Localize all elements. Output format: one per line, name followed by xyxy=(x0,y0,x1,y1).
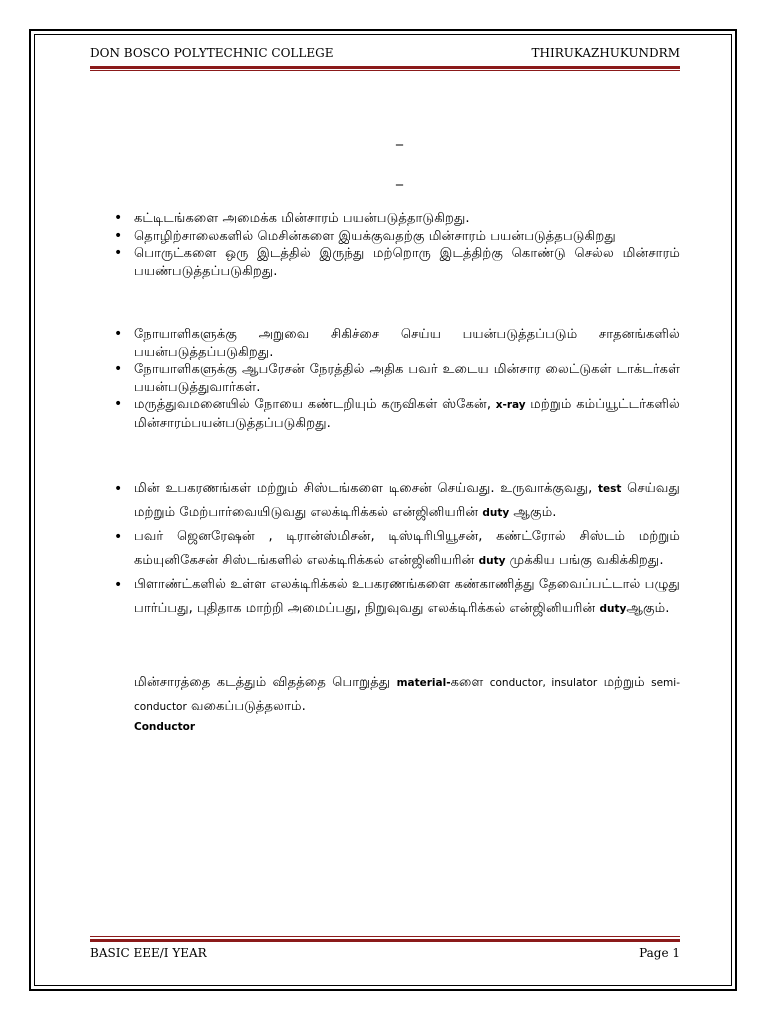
text-segment: material- xyxy=(396,677,451,689)
list-item xyxy=(112,525,680,573)
header-college-name: DON BOSCO POLYTECHNIC COLLEGE xyxy=(90,46,334,60)
list-item xyxy=(112,573,680,621)
text-segment: x-ray xyxy=(495,399,526,411)
text-segment: test xyxy=(597,483,622,495)
bullet-list-1 xyxy=(112,210,680,280)
text-segment: மின்சாரத்தை கடத்தும் விதத்தை பொறுத்து xyxy=(134,675,397,690)
text-segment: மற்றும் xyxy=(597,675,652,690)
list-item: • பொருட்களை ஒரு இடத்தில் இருந்து மற்றொரு இடத்திற்கு கொண்டு செல்ல மின்சாரம் பயண்படுத்தப்படுகிறது. xyxy=(112,245,680,280)
text-segment: conductor, insulator xyxy=(489,677,598,689)
section-subheading: Conductor xyxy=(134,721,196,733)
header-location: THIRUKAZHUKUNDRM xyxy=(531,46,680,60)
page-number: Page 1 xyxy=(639,946,680,960)
text-segment: வகைப்படுத்தலாம். xyxy=(186,699,306,714)
text-segment: பிளாண்ட்களில் உள்ள எலக்டிரிக்கல் உபகரணங்களை கண்காணித்து தேவைப்பட்டால் பழுது பார்ப்பது, புதிதாக மாற்றி அமைப்பது, நிறுவுவது எலக்டிரிக்கல் என்ஜினியரின் xyxy=(134,577,680,616)
document-body xyxy=(112,210,680,735)
heading-dash-2: _ xyxy=(396,170,403,186)
text-segment: ஆகும். xyxy=(626,601,670,616)
text-segment: ஆகும். xyxy=(509,505,557,520)
text-segment: duty xyxy=(599,603,627,615)
header-rule-thin xyxy=(90,70,680,71)
bullet-list-3 xyxy=(112,477,680,621)
footer-course: BASIC EEE/I YEAR xyxy=(90,946,207,960)
list-item: • கட்டிடங்களை அமைக்க மின்சாரம் பயன்படுத்தாடுகிறது. xyxy=(112,210,680,228)
classification-paragraph xyxy=(112,671,680,719)
text-segment: மருத்துவமனையில் நோயை கண்டறியும் கருவிகள் ஸ்கேன், xyxy=(134,397,496,412)
bullet-list-2 xyxy=(112,326,680,432)
page-footer xyxy=(90,946,680,962)
text-segment: முக்கிய பங்கு வகிக்கிறது. xyxy=(505,553,664,568)
text-segment: மற்றும் கம்ப்யூட்டர்களில் மின்சாரம்பயன்படுத்தப்படுகிறது. xyxy=(134,397,680,431)
text-segment: பவர் ஜெனரேஷன் , டிரான்ஸ்மிசன், டிஸ்டிரிபியூசன், கண்ட்ரோல் சிஸ்டம் மற்றும் கம்யுனிகேசன் சிஸ்டங்களில் எலக்டிரிக்கல் என்ஜினியரின் xyxy=(134,529,680,568)
list-item: • நோயாளிகளுக்கு ஆபரேசன் நேரத்தில் அதிக பவர் உடைய மின்சார லைட்டுகள் டாக்டர்கள் பயன்படுத்துவார்கள். xyxy=(112,361,680,396)
header-rule xyxy=(90,66,680,69)
list-item: • நோயாளிகளுக்கு அறுவை சிகிச்சை செய்ய பயன்படுத்தப்படும் சாதனங்களில் பயன்படுத்தப்படுகிறது. xyxy=(112,326,680,361)
text-segment: duty xyxy=(478,555,506,567)
text-segment: மின் உபகரணங்கள் மற்றும் சிஸ்டங்களை டிசைன் செய்வது. உருவாக்குவது, xyxy=(134,481,598,496)
text-segment: செய்வது மற்றும் மேற்பார்வையிடுவது எலக்டிரிக்கல் என்ஜினியரின் xyxy=(134,481,680,520)
heading-dash-1: _ xyxy=(396,130,403,146)
list-item xyxy=(112,396,680,432)
text-segment: களை xyxy=(450,675,490,690)
list-item xyxy=(112,477,680,525)
footer-rule-thin xyxy=(90,936,680,937)
list-item: • தொழிற்சாலைகளில் மெசின்களை இயக்குவதற்கு மின்சாரம் பயன்படுத்தபடுகிறது xyxy=(112,228,680,246)
text-segment: duty xyxy=(482,507,510,519)
text-segment: semi-conductor xyxy=(134,677,680,713)
page-header xyxy=(90,46,680,62)
footer-rule xyxy=(90,939,680,942)
